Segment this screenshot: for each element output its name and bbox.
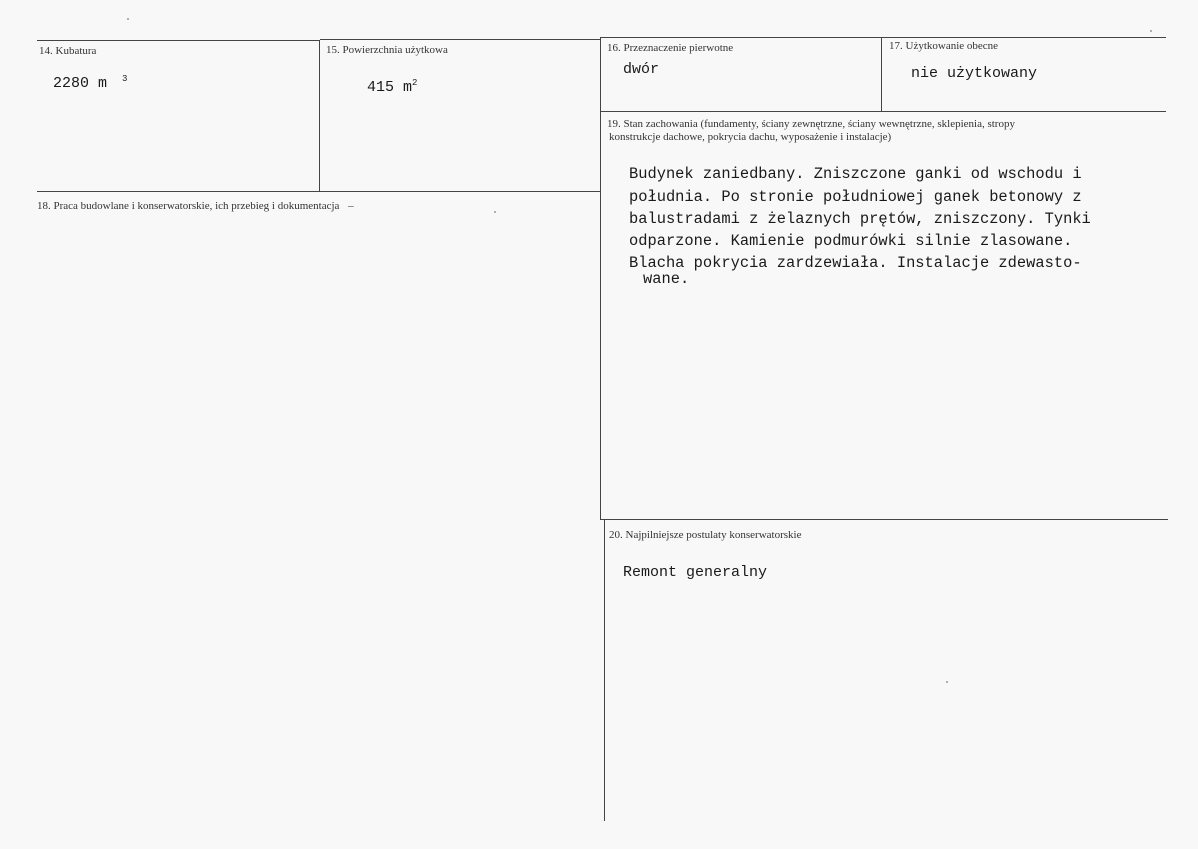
paper-speck	[127, 18, 129, 20]
field-19-text-line-1: Budynek zaniedbany. Zniszczone ganki od wschodu i	[629, 165, 1082, 183]
field-15-number: 415 m	[367, 79, 413, 96]
field-16-value: dwór	[623, 61, 660, 78]
main-vertical-divider	[600, 37, 601, 519]
field-14-exponent: 3	[122, 74, 128, 84]
rule-under-14-15	[37, 191, 601, 192]
field-17-value: nie użytkowany	[911, 65, 1038, 82]
top-rule-mid	[320, 39, 600, 40]
divider-16-17	[881, 37, 882, 111]
field-16-label: 16. Przeznaczenie pierwotne	[607, 42, 734, 54]
field-14-value	[53, 74, 127, 92]
field-19-text-line-5: Blacha pokrycia zardzewiała. Instalacje zdewasto-	[629, 254, 1082, 272]
paper-speck	[946, 681, 948, 683]
field-14-number: 2280 m	[53, 75, 108, 92]
top-rule-left	[37, 40, 320, 41]
field-19-text-line-2: południa. Po stronie południowej ganek betonowy z	[629, 188, 1082, 206]
field-18-label	[37, 200, 354, 213]
field-14-label: 14. Kubatura	[39, 45, 97, 57]
field-15-label: 15. Powierzchnia użytkowa	[326, 44, 448, 56]
rule-under-19	[600, 519, 1168, 520]
field-20-label: 20. Najpilniejsze postulaty konserwatorskie	[609, 529, 802, 541]
field-17-label: 17. Użytkowanie obecne	[889, 40, 999, 52]
paper-speck	[494, 211, 496, 213]
field-19-label-line2: konstrukcje dachowe, pokrycia dachu, wyposażenie i instalacje)	[609, 131, 892, 143]
rule-under-16-17	[600, 111, 1166, 112]
main-vertical-divider-lower	[604, 519, 605, 821]
field-15-exponent: 2	[412, 78, 418, 88]
field-20-value: Remont generalny	[623, 564, 768, 581]
top-rule-right	[600, 37, 1166, 38]
field-18-dash: –	[348, 200, 354, 212]
field-19-text-line-6: wane.	[643, 270, 690, 288]
field-19-text-line-4: odparzone. Kamienie podmurówki silnie zlasowane.	[629, 232, 1073, 250]
field-15-value	[367, 78, 417, 96]
field-19-label-line1: 19. Stan zachowania (fundamenty, ściany zewnętrzne, ściany wewnętrzne, sklepienia, stropy	[607, 118, 1015, 130]
field-18-label-text: 18. Praca budowlane i konserwatorskie, ich przebieg i dokumentacja	[37, 200, 340, 212]
paper-speck	[1150, 30, 1152, 32]
divider-14-15	[319, 40, 320, 191]
field-19-text-line-3: balustradami z żelaznych prętów, zniszczony. Tynki	[629, 210, 1091, 228]
